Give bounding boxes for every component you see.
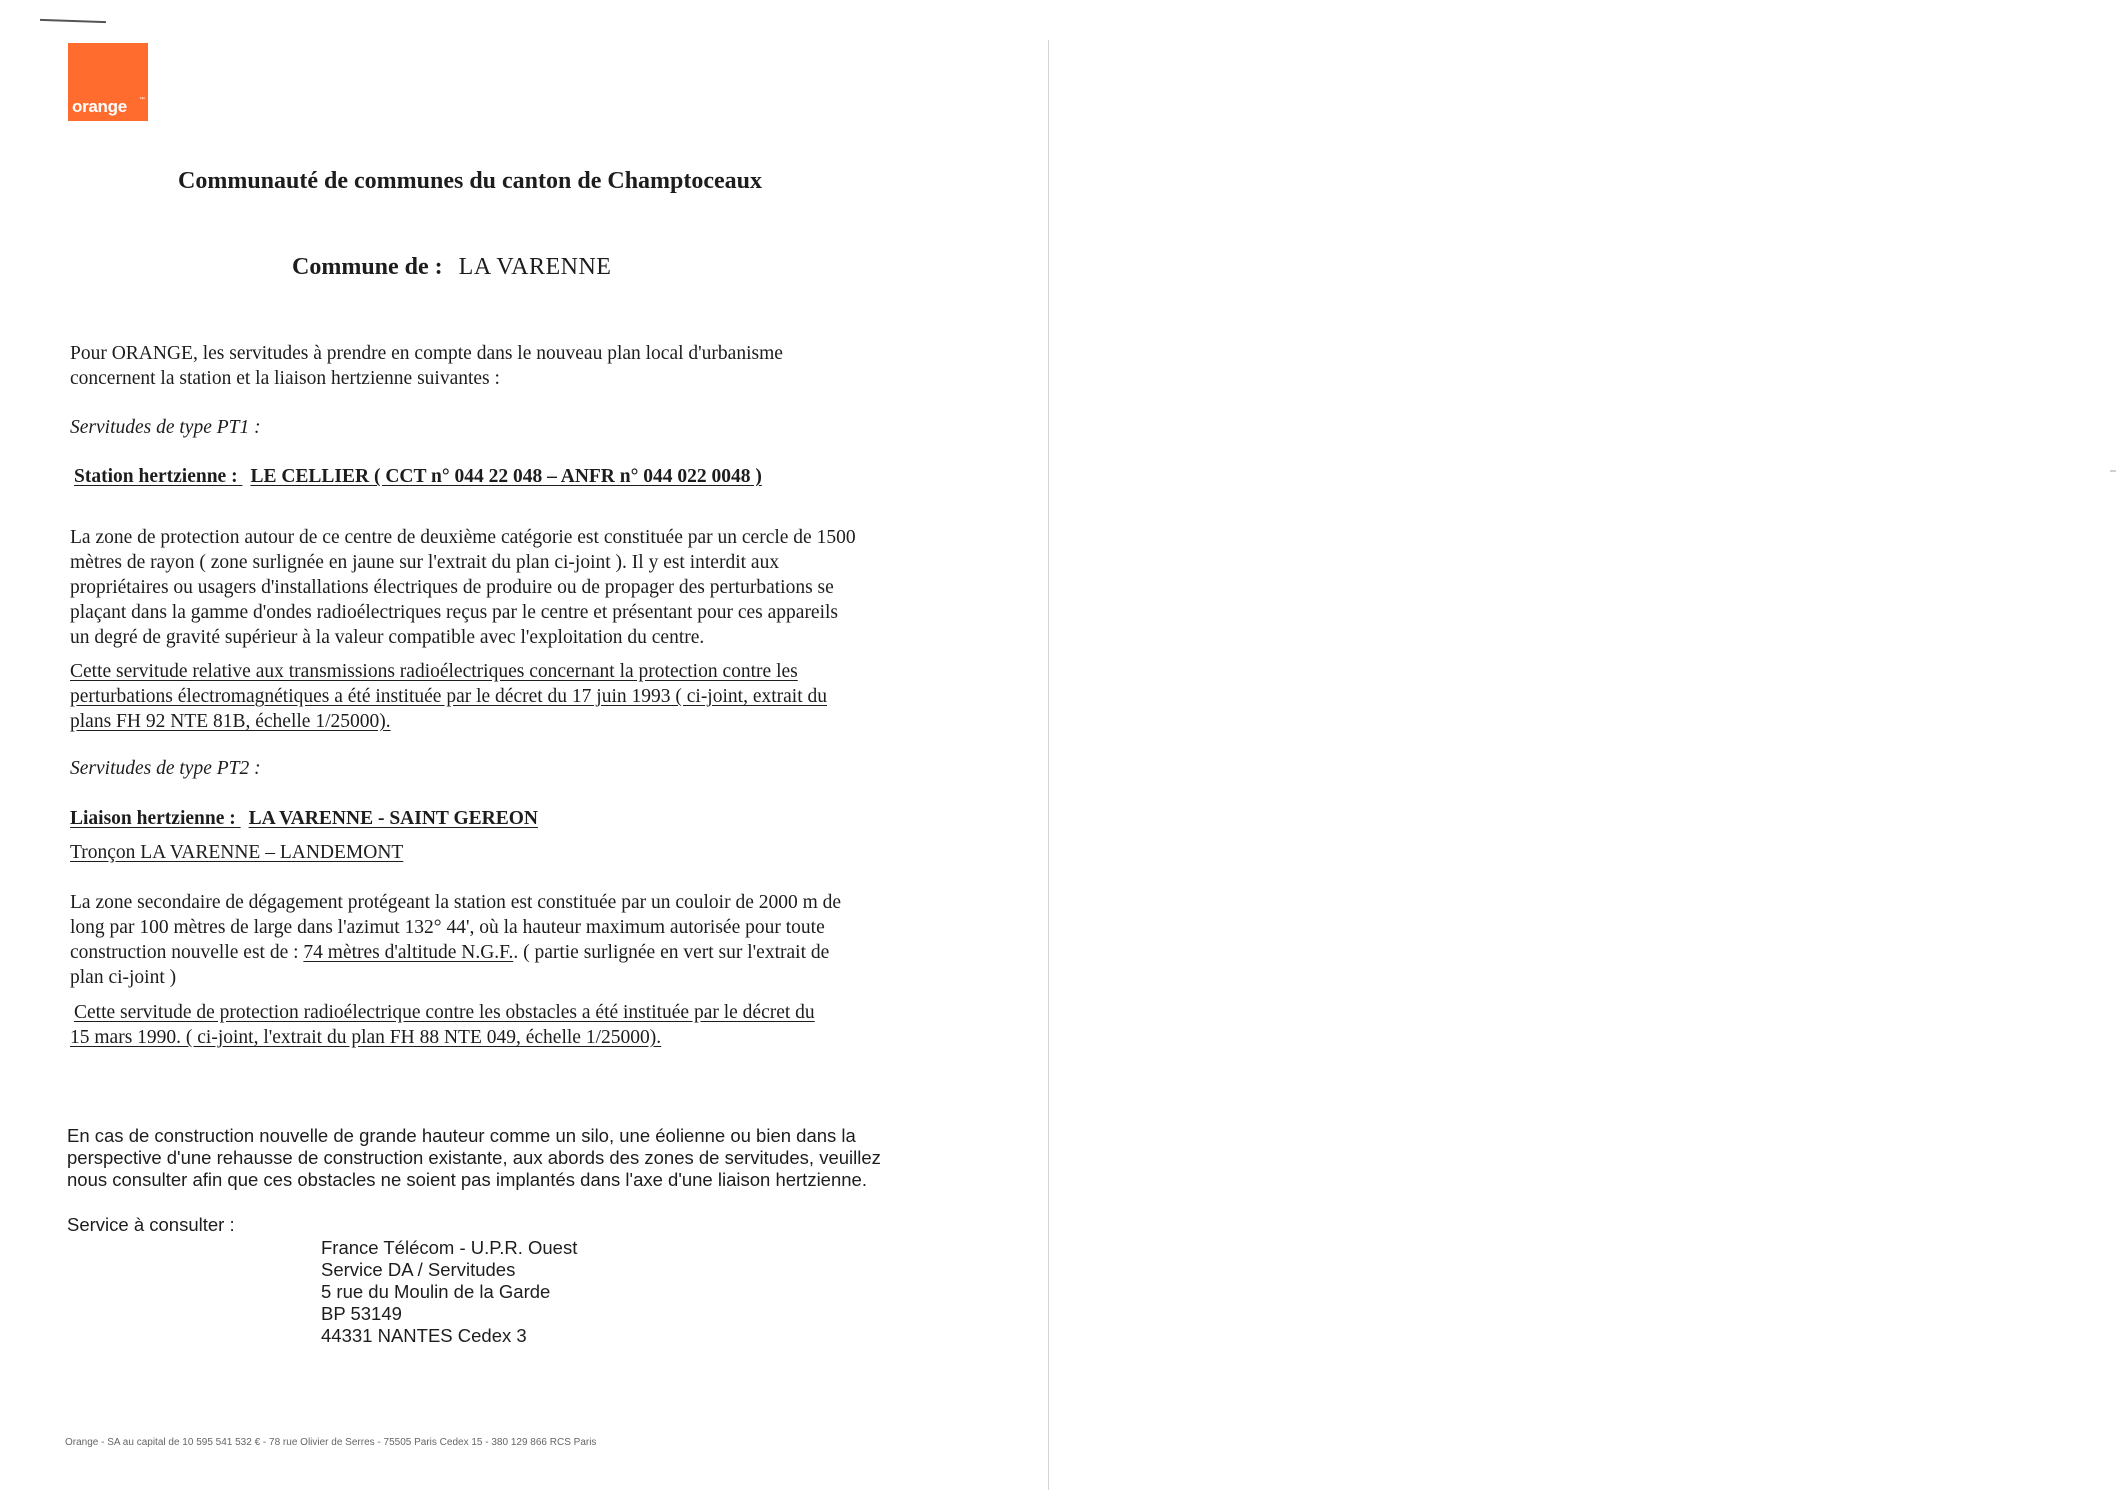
pt1-line: un degré de gravité supérieur à la valeur compatible avec l'exploitation du centre. bbox=[70, 627, 705, 648]
pt2-decree-line: Cette servitude de protection radioélectrique contre les obstacles a été instituée par le décret du bbox=[74, 1002, 815, 1023]
note-line: nous consulter afin que ces obstacles ne soient pas implantés dans l'axe d'une liaison hertzienne. bbox=[67, 1169, 867, 1190]
pt1-heading: Servitudes de type PT1 : bbox=[70, 417, 261, 438]
link-line bbox=[70, 806, 538, 831]
pt1-decree bbox=[70, 659, 950, 734]
consultation-note bbox=[67, 1125, 947, 1191]
address-line: BP 53149 bbox=[321, 1303, 402, 1324]
note-line: perspective d'une rehausse de construction existante, aux abords des zones de servitudes, veuillez bbox=[67, 1147, 881, 1168]
address-line: 5 rue du Moulin de la Garde bbox=[321, 1281, 551, 1302]
legal-footer: Orange - SA au capital de 10 595 541 532 € - 78 rue Olivier de Serres - 75505 Paris Cedex 15 - 380 129 866 RCS Paris bbox=[65, 1437, 597, 1448]
address-line: 44331 NANTES Cedex 3 bbox=[321, 1325, 527, 1346]
pt2-line: La zone secondaire de dégagement protégeant la station est constituée par un couloir de 2000 m de bbox=[70, 892, 842, 913]
page-fold-line bbox=[1048, 40, 1049, 1490]
pt2-heading: Servitudes de type PT2 : bbox=[70, 758, 261, 779]
note-line: En cas de construction nouvelle de grande hauteur comme un silo, une éolienne ou bien dans la bbox=[67, 1125, 856, 1146]
pt2-paragraph bbox=[70, 890, 950, 990]
logo-text: orange bbox=[72, 97, 127, 116]
pt1-paragraph bbox=[70, 525, 950, 650]
orange-logo bbox=[68, 43, 148, 121]
commune-label: Commune de : bbox=[292, 254, 443, 280]
address-line: France Télécom - U.P.R. Ouest bbox=[321, 1237, 578, 1258]
pt2-line: long par 100 mètres de large dans l'azimut 132° 44', où la hauteur maximum autorisée pour toute bbox=[70, 917, 825, 938]
station-value: LE CELLIER ( CCT n° 044 22 048 – ANFR n° 044 022 0048 ) bbox=[250, 466, 762, 487]
station-line bbox=[74, 464, 762, 489]
commune-name: LA VARENNE bbox=[458, 254, 612, 280]
link-label: Liaison hertzienne : bbox=[70, 808, 236, 829]
service-label: Service à consulter : bbox=[67, 1214, 235, 1235]
intro-paragraph bbox=[70, 341, 950, 391]
pt2-decree-line: 15 mars 1990. ( ci-joint, l'extrait du plan FH 88 NTE 049, échelle 1/25000). bbox=[70, 1027, 662, 1048]
pt1-line: plaçant dans la gamme d'ondes radioélectriques reçus par le centre et présentant pour ces appareils bbox=[70, 602, 839, 623]
pt1-decree-line: plans FH 92 NTE 81B, échelle 1/25000). bbox=[70, 711, 391, 732]
pt2-decree bbox=[70, 1000, 950, 1050]
pt1-decree-line: Cette servitude relative aux transmissions radioélectriques concernant la protection contre les bbox=[70, 661, 798, 682]
edge-mark bbox=[2110, 470, 2116, 472]
logo-trademark: ™ bbox=[139, 97, 145, 103]
pt2-line: plan ci-joint ) bbox=[70, 967, 177, 988]
link-value: LA VARENNE - SAINT GEREON bbox=[248, 808, 538, 829]
address-line: Service DA / Servitudes bbox=[321, 1259, 516, 1280]
commune-heading bbox=[292, 254, 611, 281]
scan-mark bbox=[40, 19, 106, 23]
document-title: Communauté de communes du canton de Champtoceaux bbox=[178, 168, 763, 194]
pt1-line: La zone de protection autour de ce centre de deuxième catégorie est constituée par un cercle de 1500 bbox=[70, 527, 856, 548]
section-line: Tronçon LA VARENNE – LANDEMONT bbox=[70, 842, 404, 863]
pt1-line: mètres de rayon ( zone surlignée en jaune sur l'extrait du plan ci-joint ). Il y est interdit aux bbox=[70, 552, 780, 573]
pt1-decree-line: perturbations électromagnétiques a été instituée par le décret du 17 juin 1993 ( ci-joint, extrait du bbox=[70, 686, 827, 707]
pt2-line: construction nouvelle est de : 74 mètres d'altitude N.G.F.. ( partie surlignée en vert sur l'extrait de bbox=[70, 942, 830, 963]
intro-line: concernent la station et la liaison hertzienne suivantes : bbox=[70, 368, 500, 389]
station-label: Station hertzienne : bbox=[74, 466, 238, 487]
intro-line: Pour ORANGE, les servitudes à prendre en compte dans le nouveau plan local d'urbanisme bbox=[70, 343, 783, 364]
pt2-line-start: construction nouvelle est de : bbox=[70, 942, 299, 963]
service-address bbox=[321, 1237, 577, 1347]
pt2-line-end: ( partie surlignée en vert sur l'extrait de bbox=[523, 942, 830, 963]
altitude-value: 74 mètres d'altitude N.G.F. bbox=[303, 942, 514, 963]
pt1-line: propriétaires ou usagers d'installations électriques de produire ou de propager des perturbations se bbox=[70, 577, 834, 598]
